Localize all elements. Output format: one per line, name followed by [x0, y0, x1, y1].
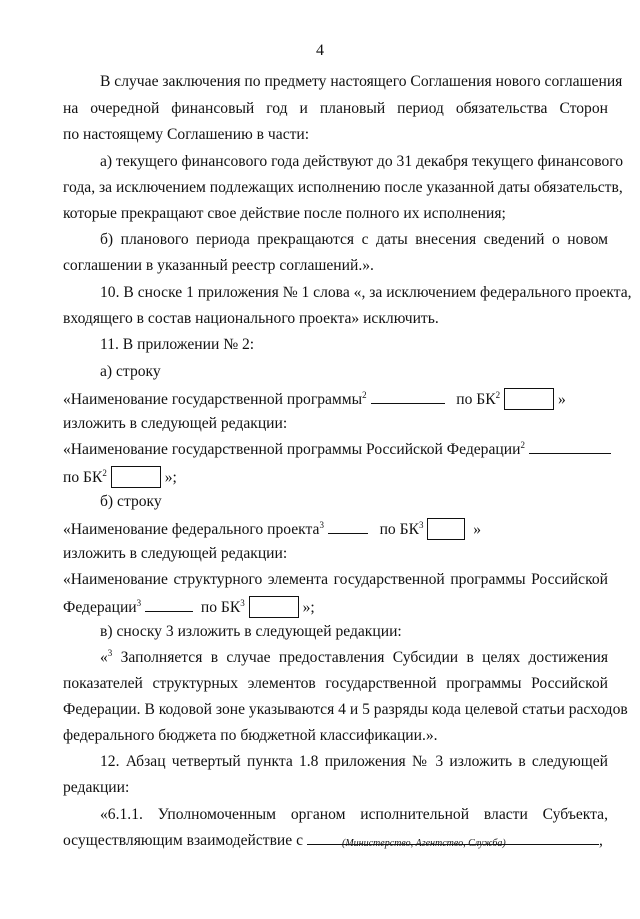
label: Наименование государственной программы [70, 391, 363, 408]
code-box [249, 596, 299, 618]
text-line: 11. В приложении № 2: [100, 336, 255, 353]
footnote-mark: 2 [102, 468, 107, 478]
form-line-fp [63, 518, 608, 540]
code-box [427, 518, 465, 540]
text-line: 10. В сноске 1 приложения № 1 слова «, за исключением федерального проекта, [100, 284, 632, 301]
text-line: редакции: [63, 779, 130, 796]
text-line: В случае заключения по предмету настоящего Соглашения нового соглашения [100, 73, 623, 90]
comma: , [598, 832, 603, 849]
form-line-bk [63, 466, 608, 488]
blank-field [529, 441, 611, 454]
text-line: федерального бюджета по бюджетной классификации.». [63, 727, 438, 744]
text-line: а) строку [100, 363, 161, 380]
code-box [504, 388, 554, 410]
footnote-mark: 3 [418, 520, 424, 530]
text-line: в) сноску 3 изложить в следующей редакции: [100, 623, 402, 640]
footnote-mark: 3 [319, 520, 324, 530]
text-line: 12. Абзац четвертый пункта 1.8 приложения № 3 изложить в следующей [100, 753, 608, 770]
text-line: входящего в состав национального проекта» исключить. [63, 310, 439, 327]
label: Наименование структурного элемента государственной программы Российской [70, 571, 608, 588]
footnote-mark: 3 [136, 598, 142, 608]
label: Наименование государственной программы Российской Федерации [70, 441, 521, 458]
quote: « [100, 649, 108, 666]
text-line: б) строку [100, 493, 162, 510]
text-line: а) текущего финансового года действуют до 31 декабря текущего финансового [100, 153, 624, 170]
text-line: Федерации. В кодовой зоне указываются 4 и 5 разряды кода целевой статьи расходов [63, 701, 628, 718]
form-line-se [63, 570, 608, 590]
text-line: года, за исключением подлежащих исполнению после указанной даты обязательств, [63, 179, 623, 196]
footnote-mark: 2 [495, 390, 501, 400]
text-line: показателей структурных элементов государственной программы Российской [63, 675, 608, 692]
blank-field [328, 521, 368, 534]
footnote-mark: 2 [520, 440, 525, 450]
text-line: которые прекращают свое действие после полного их исполнения; [63, 205, 506, 222]
quote: »; [302, 599, 315, 616]
page-number: 4 [316, 42, 324, 59]
label: по БК [379, 521, 419, 538]
form-line-gp-rf [63, 440, 608, 460]
footnote-text-line [100, 648, 608, 668]
field-caption: (Министерство, Агентство, Служба) [342, 838, 506, 849]
label: по БК [456, 391, 496, 408]
label: по БК [200, 599, 241, 616]
quote: « [63, 521, 71, 538]
text-line: на очередной финансовый год и плановый период обязательства Сторон [63, 100, 608, 117]
quote: »; [164, 469, 177, 486]
text-line: изложить в следующей редакции: [63, 545, 288, 562]
quote: » [557, 391, 566, 408]
quote: « [63, 391, 71, 408]
text-line: соглашении в указанный реестр соглашений.». [63, 257, 374, 274]
footnote-mark: 3 [240, 598, 245, 608]
label: Федерации [63, 599, 137, 616]
footnote-text: Заполняется в случае предоставления Субсидии в целях достижения [120, 649, 608, 666]
code-box [111, 466, 161, 488]
label: Наименование федерального проекта [70, 521, 320, 538]
form-line-gp [63, 388, 608, 410]
blank-field [145, 599, 193, 612]
label: по БК [63, 469, 103, 486]
footnote-mark: 3 [107, 648, 113, 658]
form-line-se-2 [63, 596, 608, 618]
quote: « [63, 441, 71, 458]
text-line: «6.1.1. Уполномоченным органом исполнительной власти Субъекта, [100, 806, 608, 823]
text-line: б) планового периода прекращаются с даты внесения сведений о новом [100, 231, 608, 248]
quote: « [63, 571, 71, 588]
footnote-mark: 2 [362, 390, 367, 400]
label: осуществляющим взаимодействие с [63, 832, 304, 849]
text-line: по настоящему Соглашению в части: [63, 126, 310, 143]
blank-field [371, 391, 445, 404]
text-line: изложить в следующей редакции: [63, 415, 288, 432]
quote: » [473, 521, 481, 538]
form-line-agency [63, 831, 608, 851]
